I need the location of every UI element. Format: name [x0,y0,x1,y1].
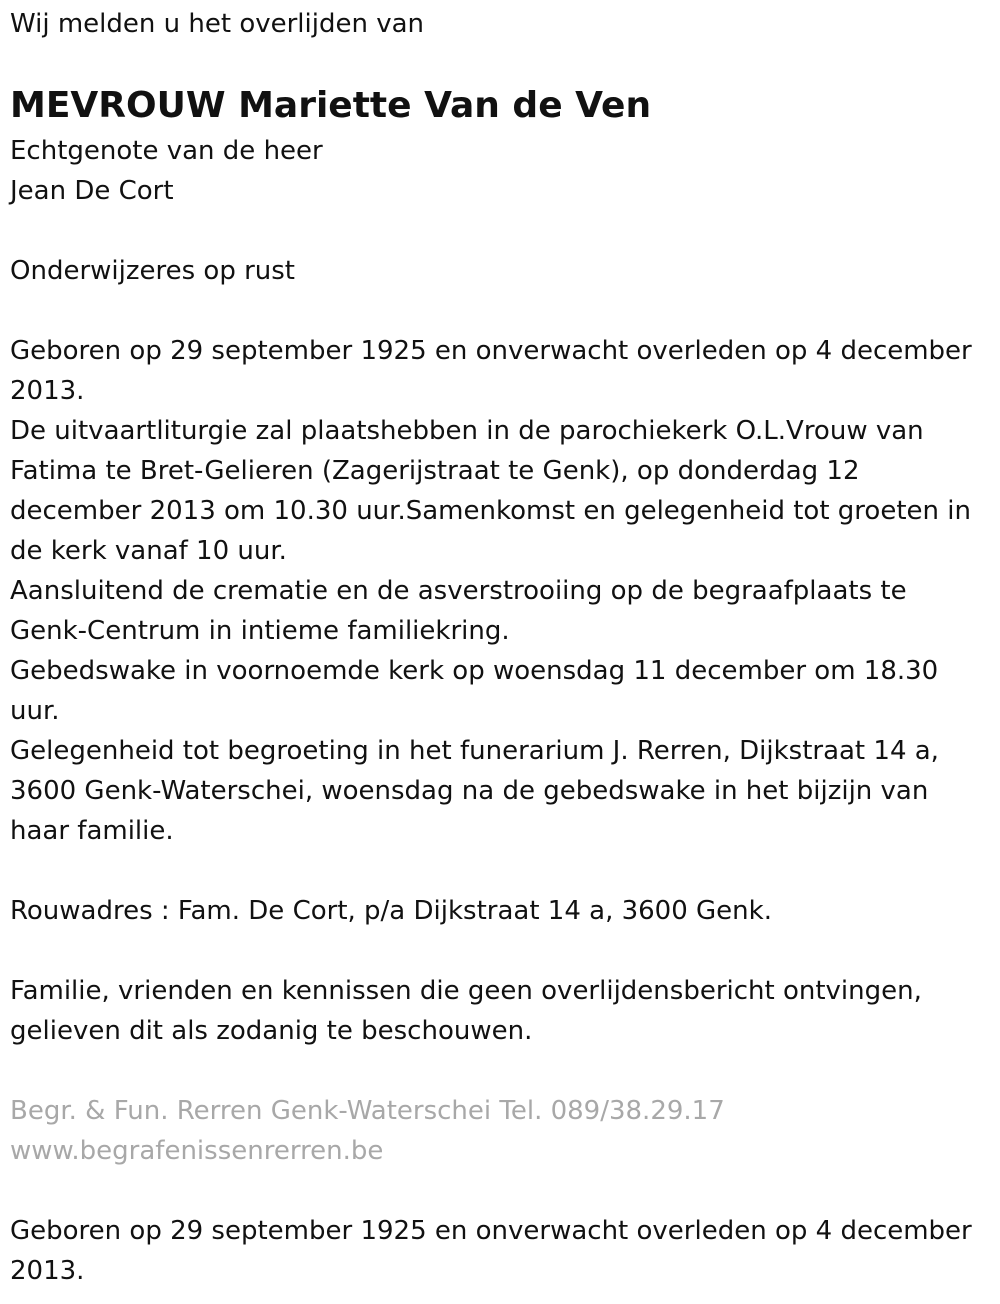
obituary-notice [10,0,985,1291]
spouse-name: Jean De Cort [10,176,174,206]
announcement-body [10,331,985,851]
occupation: Onderwijzeres op rust [10,256,295,286]
cremation-details: Aansluitend de crematie en de asverstrooiing op de begraafplaats te Genk-Centrum in intieme familiekring. [10,576,907,646]
deceased-name: MEVROUW Mariette Van de Ven [10,85,652,126]
funeral-home-website: www.begrafenissenrerren.be [10,1136,384,1166]
spouse-label: Echtgenote van de heer [10,136,323,166]
mourning-address: Rouwadres : Fam. De Cort, p/a Dijkstraat 14 a, 3600 Genk. [10,896,772,926]
birth-death-dates-repeat: Geboren op 29 september 1925 en onverwacht overleden op 4 december 2013. [10,1216,972,1286]
intro-text: Wij melden u het overlijden van [10,9,425,39]
funeral-service-details: De uitvaartliturgie zal plaatshebben in de parochiekerk O.L.Vrouw van Fatima te Bret-Gelieren (Zagerijstraat te Genk), op donderdag 12 december 2013 om 10.30 uur.Samenkomst en gelegenheid tot groeten in de kerk vanaf 10 uur. [10,416,971,566]
visitation-details: Gelegenheid tot begroeting in het funerarium J. Rerren, Dijkstraat 14 a, 3600 Genk-Waterschei, woensdag na de gebedswake in het bijzijn van haar familie. [10,736,939,846]
funeral-home-info: Begr. & Fun. Rerren Genk-Waterschei Tel. 089/38.29.17 [10,1096,725,1126]
prayer-vigil-details: Gebedswake in voornoemde kerk op woensdag 11 december om 18.30 uur. [10,656,939,726]
birth-death-dates: Geboren op 29 september 1925 en onverwacht overleden op 4 december 2013. [10,336,972,406]
notice-text: Familie, vrienden en kennissen die geen overlijdensbericht ontvingen, gelieven dit als zodanig te beschouwen. [10,976,922,1046]
